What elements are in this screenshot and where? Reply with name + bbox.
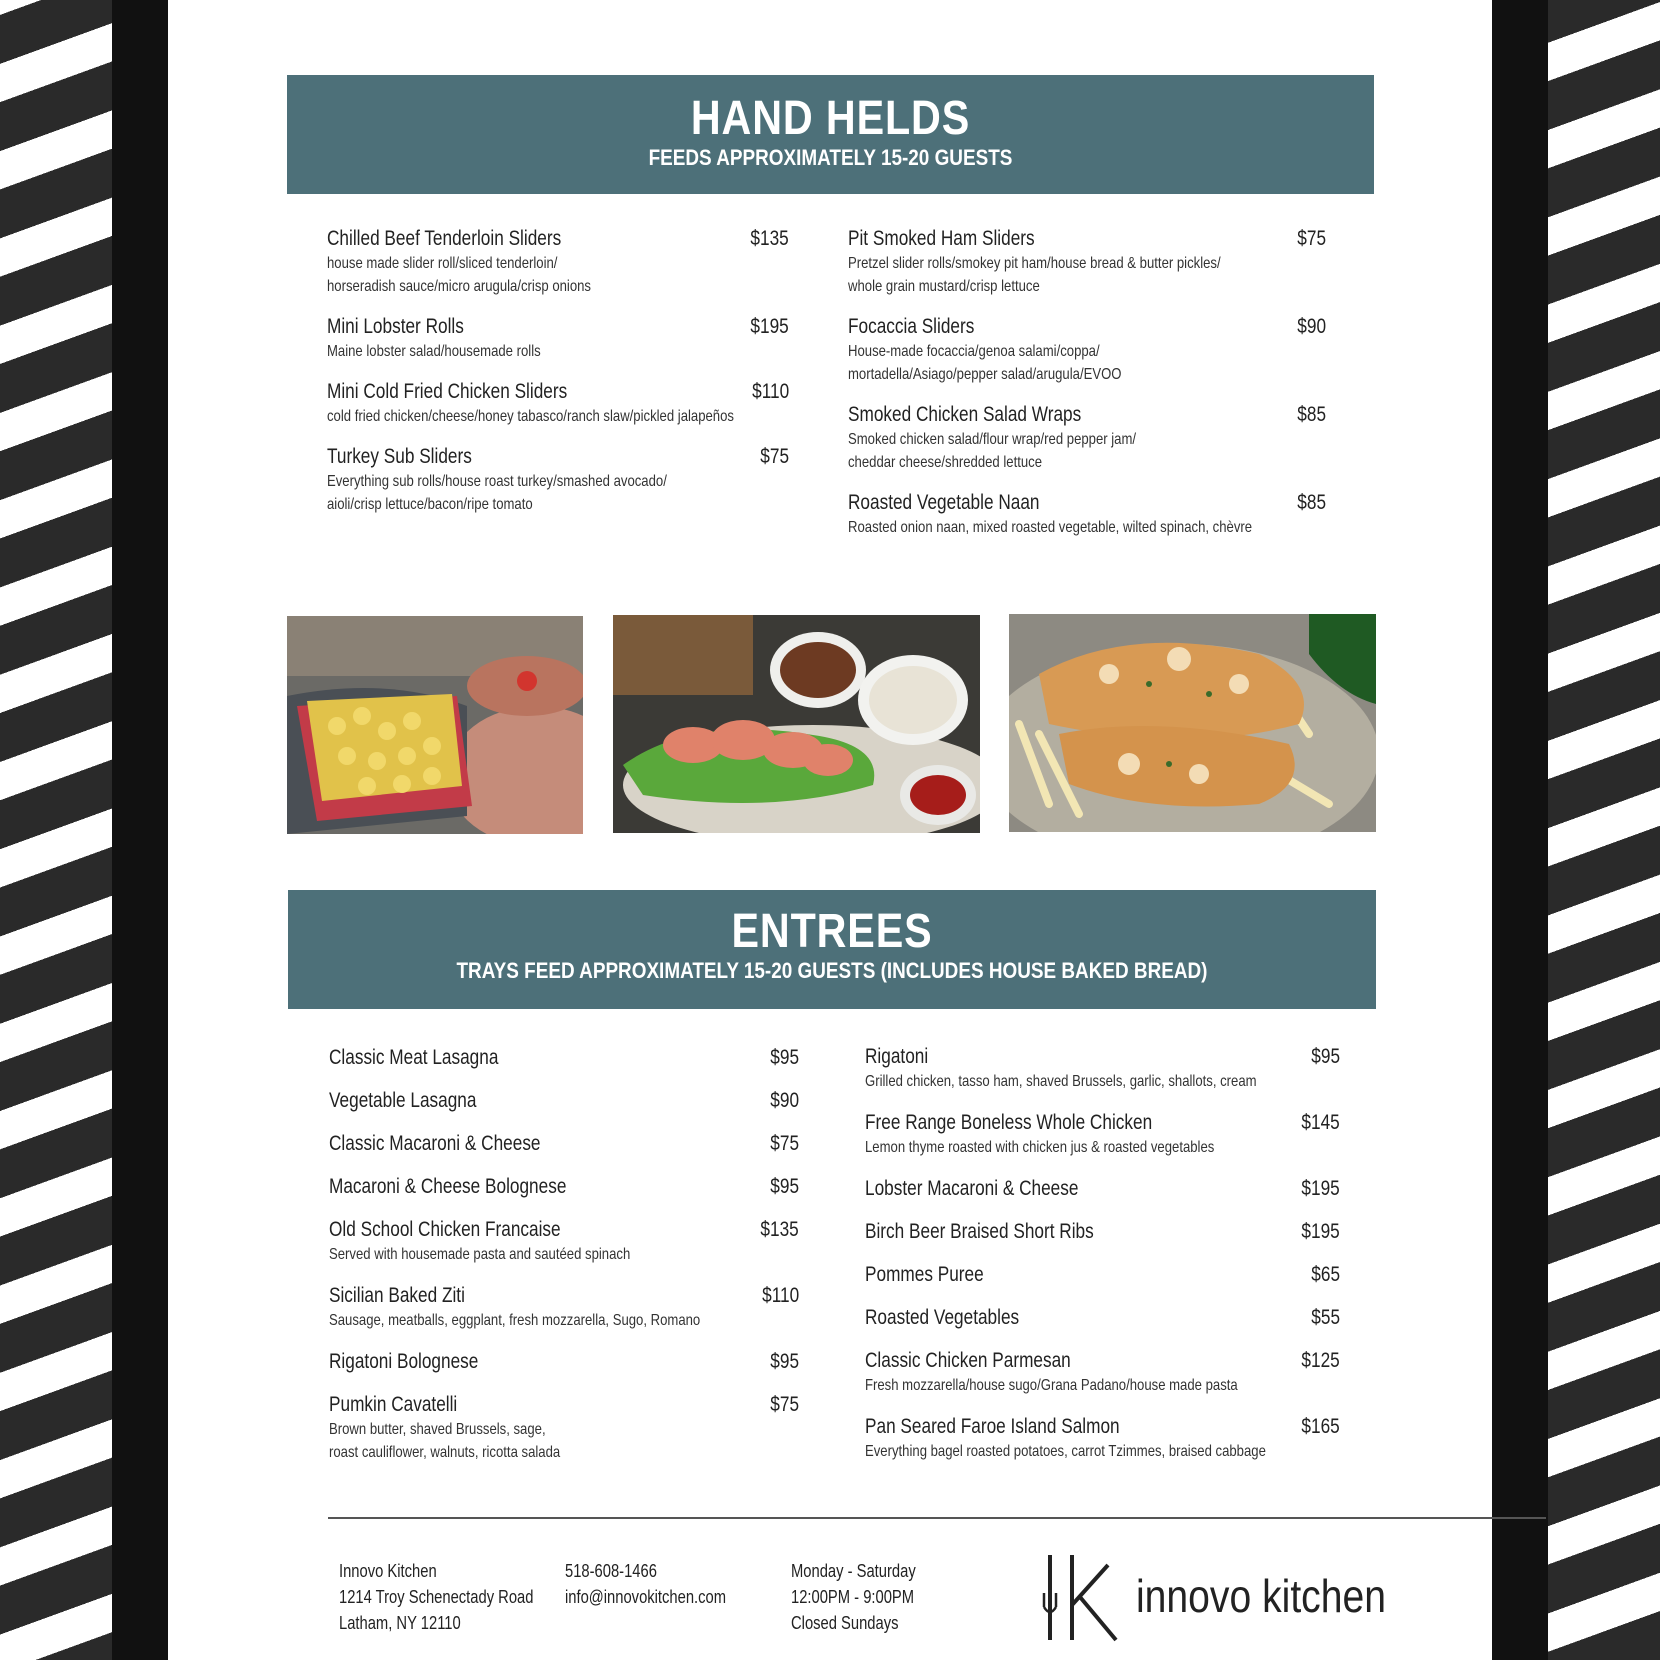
entrees-right-column [865,1044,1340,1480]
menu-item-name: Classic Macaroni & Cheese [329,1132,541,1155]
menu-item-description: Brown butter, shaved Brussels, sage, [329,1421,546,1438]
footer-hours [791,1558,943,1636]
menu-item-description: house made slider roll/sliced tenderloin/ [327,255,558,272]
footer-address-street: 1214 Troy Schenectady Road [339,1587,534,1607]
menu-item-name: Lobster Macaroni & Cheese [865,1177,1079,1200]
menu-item-price: $165 [1301,1415,1340,1438]
menu-item-description: Roasted onion naan, mixed roasted vegetable, wilted spinach, chèvre [848,519,1253,536]
border-bar-left [112,0,168,1660]
menu-item-name: Mini Cold Fried Chicken Sliders [327,380,568,403]
menu-item [327,226,789,298]
menu-item-name: Old School Chicken Francaise [329,1218,561,1241]
menu-item-description: Everything bagel roasted potatoes, carrot Tzimmes, braised cabbage [865,1443,1266,1460]
menu-item-name: Rigatoni Bolognese [329,1350,479,1373]
menu-item-price: $195 [1301,1220,1340,1243]
menu-item-description: Smoked chicken salad/flour wrap/red pepper jam/ [848,431,1137,448]
menu-item [848,402,1326,474]
footer-hours-time: 12:00PM - 9:00PM [791,1587,915,1607]
section-title: HAND HELDS [690,92,971,145]
menu-item [327,379,789,428]
menu-item-name: Pommes Puree [865,1263,984,1286]
menu-item-description: Everything sub rolls/house roast turkey/smashed avocado/ [327,473,667,490]
menu-item-price: $65 [1311,1263,1340,1286]
footer-divider [328,1517,1546,1519]
hand-helds-right-column [848,226,1326,555]
menu-item-price: $90 [770,1089,799,1112]
menu-item-description: roast cauliflower, walnuts, ricotta salada [329,1444,561,1461]
menu-item [329,1392,799,1464]
footer-address [339,1558,576,1636]
menu-page [168,0,1492,1660]
menu-item [865,1348,1340,1397]
menu-item-name: Macaroni & Cheese Bolognese [329,1175,567,1198]
menu-item-name: Free Range Boneless Whole Chicken [865,1111,1153,1134]
menu-item-description: mortadella/Asiago/pepper salad/arugula/EVOO [848,366,1122,383]
menu-item-name: Classic Chicken Parmesan [865,1349,1071,1372]
menu-item-price: $85 [1297,403,1326,426]
entrees-banner [288,890,1376,1009]
menu-item [848,226,1326,298]
menu-item-description: Pretzel slider rolls/smokey pit ham/house bread & butter pickles/ [848,255,1221,272]
menu-item-price: $95 [770,1175,799,1198]
footer-contact [565,1558,761,1610]
menu-item-price: $145 [1301,1111,1340,1134]
menu-item [865,1305,1340,1331]
footer-address-city: Latham, NY 12110 [339,1613,461,1633]
menu-item-price: $195 [1301,1177,1340,1200]
menu-item [327,314,789,363]
menu-item-description: cold fried chicken/cheese/honey tabasco/ranch slaw/pickled jalapeños [327,408,734,425]
innovo-kitchen-logo [1036,1545,1386,1645]
menu-item-name: Chilled Beef Tenderloin Sliders [327,227,562,250]
menu-item-price: $135 [750,227,789,250]
menu-item-price: $75 [770,1132,799,1155]
menu-item-description: aioli/crisp lettuce/bacon/ripe tomato [327,496,533,513]
menu-item-name: Roasted Vegetable Naan [848,491,1040,514]
menu-item [329,1349,799,1375]
menu-item-description: Sausage, meatballs, eggplant, fresh mozzarella, Sugo, Romano [329,1312,701,1329]
menu-item-description: whole grain mustard/crisp lettuce [848,278,1040,295]
menu-item [865,1110,1340,1159]
menu-item-price: $75 [760,445,789,468]
menu-item [329,1088,799,1114]
entrees-left-column [329,1045,799,1481]
menu-item [327,444,789,516]
section-subtitle: FEEDS APPROXIMATELY 15-20 GUESTS [648,145,1013,170]
menu-item [329,1045,799,1071]
menu-item-name: Rigatoni [865,1045,929,1068]
menu-item-name: Focaccia Sliders [848,315,975,338]
menu-item [329,1174,799,1200]
menu-item-price: $95 [1311,1045,1340,1068]
menu-item [865,1414,1340,1463]
menu-item [865,1044,1340,1093]
menu-item-description: Fresh mozzarella/house sugo/Grana Padano/house made pasta [865,1377,1238,1394]
menu-item [329,1131,799,1157]
hand-helds-left-column [327,226,789,532]
mac-and-cheese-photo [287,616,583,834]
menu-item-name: Pan Seared Faroe Island Salmon [865,1415,1120,1438]
footer-hours-closed: Closed Sundays [791,1613,899,1633]
menu-item-price: $75 [770,1393,799,1416]
menu-item [848,314,1326,386]
menu-item-description: House-made focaccia/genoa salami/coppa/ [848,343,1100,360]
menu-item-description: cheddar cheese/shredded lettuce [848,454,1043,471]
menu-item-price: $110 [751,380,789,403]
hand-helds-banner [287,75,1374,194]
chicken-francaise-photo [1009,614,1376,832]
menu-item [848,490,1326,539]
menu-item-name: Smoked Chicken Salad Wraps [848,403,1082,426]
menu-item-price: $95 [770,1046,799,1069]
menu-item-price: $95 [770,1350,799,1373]
menu-item-price: $85 [1297,491,1326,514]
menu-item [865,1219,1340,1245]
menu-item-name: Classic Meat Lasagna [329,1046,499,1069]
footer-phone[interactable]: 518-608-1466 [565,1561,657,1581]
lobster-roll-photo [613,615,980,833]
menu-item-description: Grilled chicken, tasso ham, shaved Brussels, garlic, shallots, cream [865,1073,1257,1090]
menu-item [865,1262,1340,1288]
fork-k-logo-icon [1036,1545,1136,1645]
menu-item-name: Pumkin Cavatelli [329,1393,458,1416]
menu-item [865,1176,1340,1202]
menu-item-name: Birch Beer Braised Short Ribs [865,1220,1094,1243]
menu-item-price: $110 [761,1284,799,1307]
menu-item-description: Maine lobster salad/housemade rolls [327,343,541,360]
menu-item-price: $135 [760,1218,799,1241]
menu-item-price: $55 [1311,1306,1340,1329]
menu-item-name: Roasted Vegetables [865,1306,1020,1329]
menu-item-description: horseradish sauce/micro arugula/crisp onions [327,278,591,295]
menu-item-name: Vegetable Lasagna [329,1089,477,1112]
section-subtitle: TRAYS FEED APPROXIMATELY 15-20 GUESTS (INCLUDES HOUSE BAKED BREAD) [456,958,1208,983]
footer-hours-days: Monday - Saturday [791,1561,916,1581]
section-title: ENTREES [731,905,933,958]
menu-item-price: $90 [1297,315,1326,338]
menu-item-name: Pit Smoked Ham Sliders [848,227,1035,250]
menu-item-description: Served with housemade pasta and sautéed spinach [329,1246,631,1263]
logo-text: innovo kitchen [1136,1570,1386,1622]
menu-item [329,1283,799,1332]
menu-item-price: $195 [750,315,789,338]
border-bar-right [1492,0,1548,1660]
menu-item-description: Lemon thyme roasted with chicken jus & roasted vegetables [865,1139,1215,1156]
footer-address-name: Innovo Kitchen [339,1561,437,1581]
menu-item-name: Turkey Sub Sliders [327,445,472,468]
menu-item [329,1217,799,1266]
menu-item-name: Sicilian Baked Ziti [329,1284,465,1307]
menu-item-name: Mini Lobster Rolls [327,315,464,338]
footer-email[interactable]: info@innovokitchen.com [565,1587,727,1607]
menu-item-price: $125 [1301,1349,1340,1372]
menu-item-price: $75 [1297,227,1326,250]
